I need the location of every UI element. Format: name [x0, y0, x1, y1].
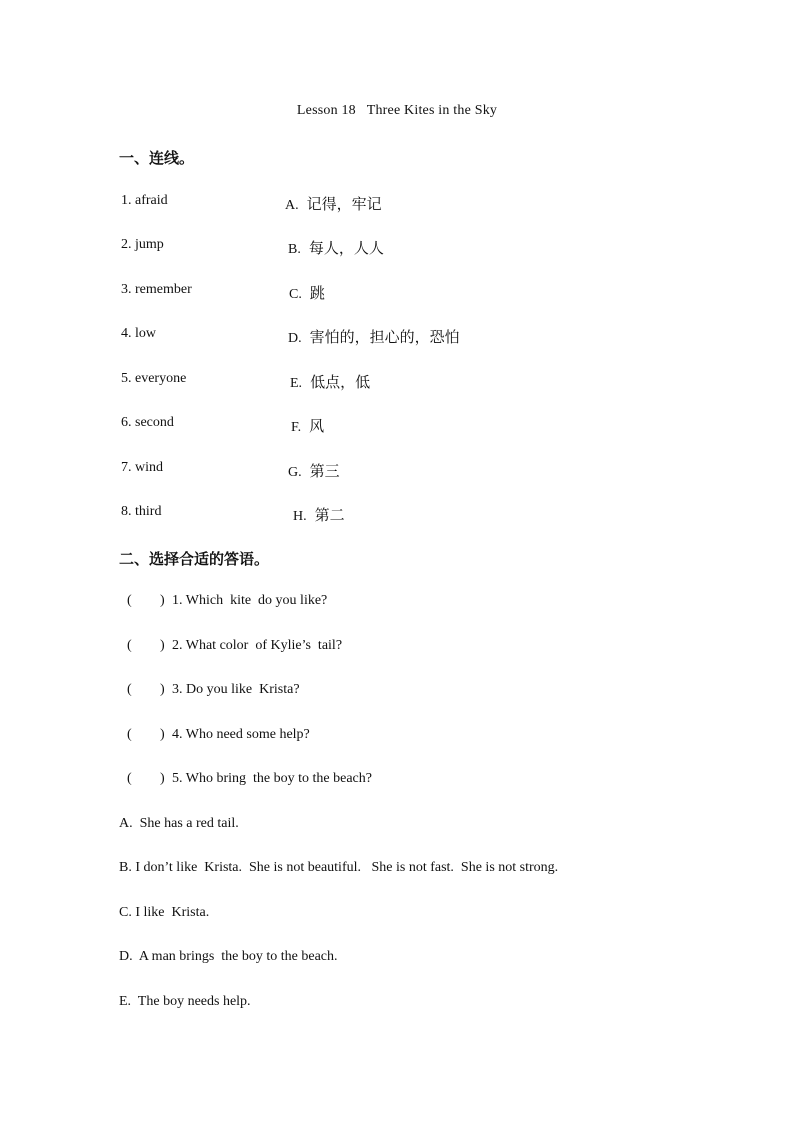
answer-blank-close: ) [160, 638, 165, 653]
match-definition [293, 504, 345, 525]
match-row [0, 193, 794, 215]
question-row [127, 682, 300, 698]
match-word: 1. afraid [121, 193, 168, 208]
answer-option: C. I like Krista. [119, 905, 210, 920]
answer-option: E. The boy needs help. [119, 994, 251, 1009]
definition-text: 害怕的，担心的，恐怕 [309, 328, 460, 346]
answer-blank-open: ( [127, 593, 132, 608]
question-text: 1. Which kite do you like? [172, 593, 328, 608]
answer-blank-close: ) [160, 682, 165, 697]
definition-text: 第三 [309, 462, 340, 480]
match-definition [289, 282, 325, 303]
answer-option: D. A man brings the boy to the beach. [119, 949, 338, 964]
match-row [0, 415, 794, 437]
match-row [0, 326, 794, 348]
definition-letter: B. [288, 242, 301, 257]
match-definition [291, 415, 324, 436]
definition-letter: F. [291, 420, 302, 435]
page-title: Lesson 18 Three Kites in the Sky [296, 103, 498, 118]
question-row [127, 727, 310, 743]
definition-letter: G. [288, 465, 302, 480]
match-definition [290, 371, 370, 392]
match-word: 8. third [121, 504, 162, 519]
definition-letter: A. [285, 198, 299, 213]
question-text: 3. Do you like Krista? [172, 682, 300, 697]
match-word: 2. jump [121, 237, 164, 252]
match-word: 7. wind [121, 460, 163, 475]
match-row [0, 504, 794, 526]
question-row [127, 593, 327, 609]
match-definition [288, 326, 460, 347]
answer-blank-close: ) [160, 593, 165, 608]
match-row [0, 371, 794, 393]
definition-letter: D. [288, 331, 302, 346]
match-row [0, 237, 794, 259]
definition-letter: H. [293, 509, 307, 524]
match-row [0, 282, 794, 304]
section-heading-matching: 一、连线。 [119, 149, 195, 167]
match-definition [285, 193, 382, 214]
match-row [0, 460, 794, 482]
answer-blank-open: ( [127, 638, 132, 653]
definition-text: 每人，人人 [308, 239, 384, 257]
question-row [127, 771, 372, 787]
match-word: 6. second [121, 415, 174, 430]
answer-option: B. I don’t like Krista. She is not beautiful. She is not fast. She is not strong. [119, 860, 559, 875]
definition-text: 第二 [314, 506, 345, 524]
match-definition [288, 460, 340, 481]
answer-option: A. She has a red tail. [119, 816, 239, 831]
question-text: 5. Who bring the boy to the beach? [172, 771, 372, 786]
answer-blank-open: ( [127, 727, 132, 742]
answer-blank-open: ( [127, 682, 132, 697]
definition-letter: E. [290, 376, 303, 391]
question-row [127, 638, 342, 654]
question-text: 4. Who need some help? [172, 727, 310, 742]
match-word: 4. low [121, 326, 156, 341]
definition-text: 低点，低 [310, 373, 371, 391]
definition-text: 记得，牢记 [306, 195, 382, 213]
match-definition [288, 237, 384, 258]
definition-letter: C. [289, 287, 302, 302]
match-word: 3. remember [121, 282, 192, 297]
answer-blank-open: ( [127, 771, 132, 786]
definition-text: 跳 [309, 284, 325, 302]
question-text: 2. What color of Kylie’s tail? [172, 638, 343, 653]
match-word: 5. everyone [121, 371, 187, 386]
answer-blank-close: ) [160, 771, 165, 786]
definition-text: 风 [309, 417, 325, 435]
answer-blank-close: ) [160, 727, 165, 742]
section-heading-choose-answer: 二、选择合适的答语。 [119, 550, 270, 568]
